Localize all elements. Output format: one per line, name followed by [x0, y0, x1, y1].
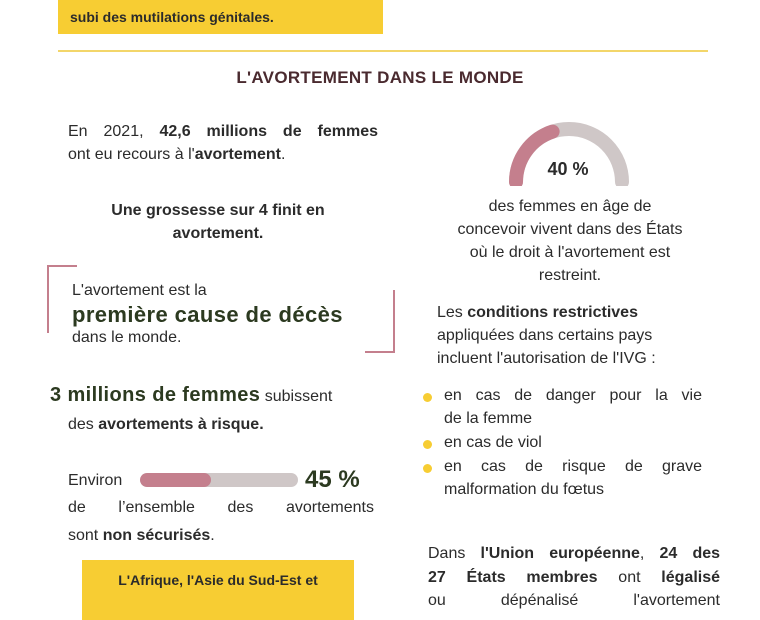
- bottom-banner-text: L'Afrique, l'Asie du Sud-Est et: [118, 572, 318, 588]
- unsafe-period: .: [210, 527, 215, 544]
- risk-highlight: 3 millions de femmes: [50, 384, 261, 406]
- bullet-1-line1: en cas de danger pour la vie: [444, 387, 702, 404]
- unsafe-line2: de l’ensemble des avortements: [68, 499, 374, 516]
- unsafe-progress-fill: [140, 473, 211, 487]
- bullet-2-line1: en cas de viol: [444, 434, 542, 451]
- stat-2021-period: .: [280, 146, 286, 163]
- restricted-line4: restreint.: [538, 267, 602, 284]
- bullet-dot: [423, 393, 432, 402]
- eu-bold: l'Union européenne: [480, 545, 640, 562]
- conditions-line2: appliquées dans certains pays: [437, 327, 653, 344]
- conditions-line1: [437, 301, 638, 324]
- conditions-line3: incluent l'autorisation de l'IVG :: [437, 350, 656, 367]
- unsafe-label: Environ: [68, 472, 123, 489]
- restricted-line3: où le droit à l'avortement est: [469, 244, 671, 261]
- pregnancy-line1: Une grossesse sur 4 finit en: [111, 202, 325, 219]
- bullet-3-line2: malformation du fœtus: [444, 481, 605, 498]
- unsafe-line3: [68, 524, 215, 547]
- restricted-line2: concevoir vivent dans des États: [457, 221, 683, 238]
- unsafe-progress-bar: [140, 473, 298, 487]
- bullet-dot: [423, 464, 432, 473]
- eu-count: 24 des: [659, 545, 721, 562]
- gauge-percent: 40 %: [547, 159, 589, 179]
- top-banner: [58, 0, 383, 34]
- stat-2021-text2: ont eu recours à l': [68, 146, 195, 163]
- conditions-bold: conditions restrictives: [467, 304, 638, 321]
- stat-2021-line2: [68, 143, 378, 166]
- risk-line1: [50, 384, 376, 408]
- bullet-1-line2: de la femme: [444, 410, 533, 427]
- risk-text: subissent: [260, 388, 333, 405]
- unsafe-text: sont: [68, 527, 103, 544]
- eu-text2: ont: [597, 569, 662, 586]
- conditions-text: Les: [437, 304, 468, 321]
- section-title: L'AVORTEMENT DANS LE MONDE: [236, 68, 524, 87]
- eu-line1: [428, 542, 720, 565]
- bullet-dot: [423, 440, 432, 449]
- cause-highlight: première cause de décès: [72, 302, 343, 327]
- pregnancy-line2: avortement.: [172, 225, 264, 242]
- eu-legalised: légalisé: [661, 569, 720, 586]
- frame-bottom: [365, 351, 395, 353]
- eu-line2: [428, 566, 720, 589]
- eu-line3: ou dépénalisé l'avortement: [428, 592, 720, 609]
- eu-text: Dans: [428, 545, 481, 562]
- cause-line3: dans le monde.: [72, 329, 182, 346]
- risk-line2: [68, 413, 264, 436]
- stat-2021-line1: [68, 120, 378, 143]
- stat-2021-highlight: 42,6 millions de femmes: [159, 123, 378, 140]
- stat-2021-text: En 2021,: [68, 123, 160, 140]
- frame-left: [47, 265, 49, 333]
- top-banner-text: subi des mutilations génitales.: [70, 9, 274, 25]
- cause-line1: L'avortement est la: [72, 282, 207, 299]
- unsafe-percent: 45 %: [305, 466, 360, 493]
- frame-top: [47, 265, 77, 267]
- eu-comma: ,: [639, 545, 660, 562]
- risk-bold: avortements à risque.: [98, 416, 264, 433]
- unsafe-bold: non sécurisés: [102, 527, 211, 544]
- restricted-line1: des femmes en âge de: [488, 198, 652, 215]
- divider: [58, 50, 708, 52]
- risk-text2: des: [68, 416, 99, 433]
- frame-right: [393, 290, 395, 352]
- stat-2021-abortion: avortement: [194, 146, 281, 163]
- bullet-3-line1: en cas de risque de grave: [444, 458, 702, 475]
- bottom-banner: [82, 560, 354, 620]
- eu-states: 27 États membres: [428, 569, 598, 586]
